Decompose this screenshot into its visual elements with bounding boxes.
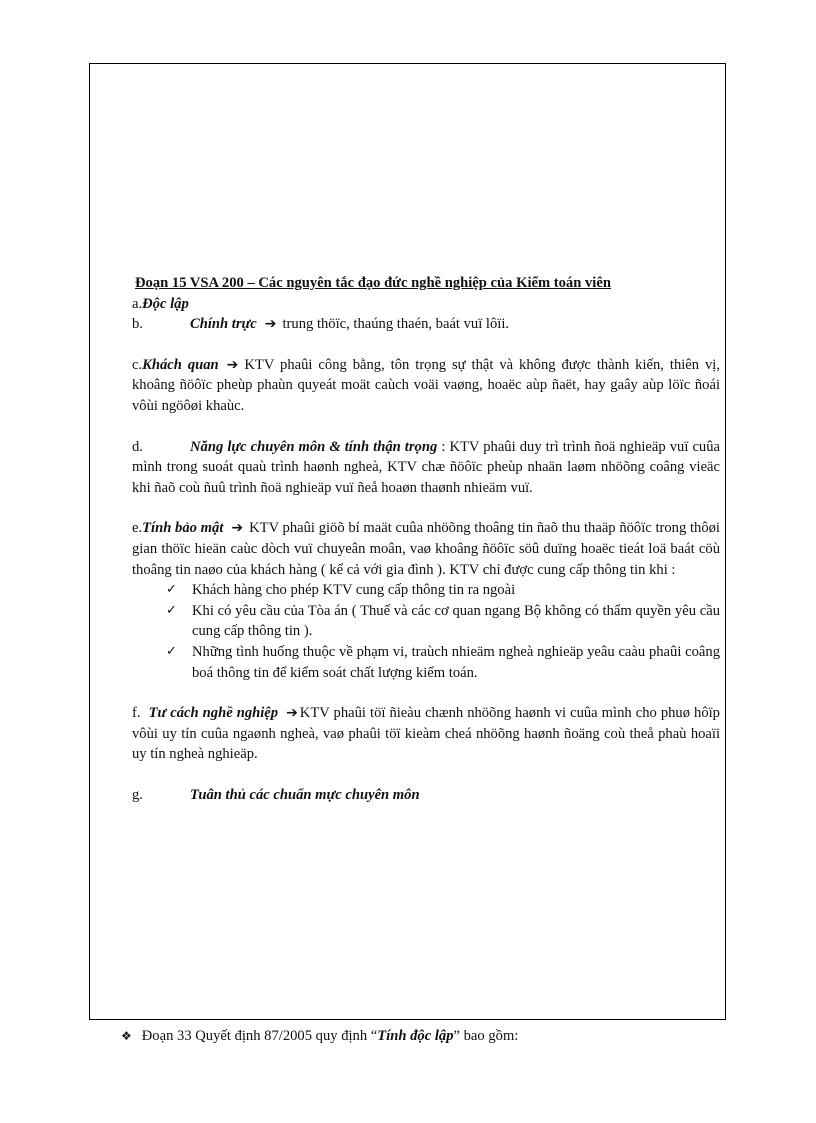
diamond-bullet-icon: ❖ bbox=[121, 1029, 132, 1043]
item-e-title: Tính bảo mật bbox=[142, 520, 224, 537]
list-item bbox=[132, 642, 720, 683]
item-c-marker: c. bbox=[132, 356, 143, 373]
document-body bbox=[132, 273, 720, 805]
item-d-text: : KTV phaûi duy trì trình ñoä nghieäp vuï cuûa mình trong suoát quaù trình haønh ngheà, KTV chæ ñöôïc pheùp nhaän laøm nhöõng coâng vieäc khi ñaõ coù ñuû trình ñoä nghieäp vuï ñeå hoaøn thaønh nhieäm vuï. bbox=[132, 438, 720, 496]
item-b-text: trung thöïc, thaúng thaén, baát vuï lôïi. bbox=[282, 316, 510, 333]
item-a-marker: a. bbox=[132, 295, 143, 312]
item-d-marker: d. bbox=[132, 438, 143, 455]
item-g-marker: g. bbox=[132, 786, 143, 803]
footer-suffix: ” bao gồm: bbox=[453, 1028, 519, 1044]
item-f bbox=[132, 703, 720, 765]
item-f-title: Tư cách nghề nghiệp bbox=[148, 705, 279, 722]
list-item bbox=[132, 580, 720, 601]
item-b-title: Chính trực bbox=[190, 316, 257, 333]
item-e-text: KTV phaûi giöõ bí maät cuûa nhöõng thoâng tin ñaõ thu thaäp ñöôïc trong thôøi gian thöïc hieän caùc dòch vuï chuyeân moân, vaø khoâng ñöôïc söû duïng hoaëc tieát loä baát cöù thoâng tin naøo của khách hàng ( kể cả với gia đình ). KTV chỉ được cung cấp thông tin khi : bbox=[132, 520, 720, 578]
footer-line bbox=[121, 1028, 518, 1045]
item-a-title: Độc lập bbox=[142, 295, 189, 312]
condition-text: Những tình huống thuộc về phạm vi, traùch nhieäm ngheà nghieäp yeâu caàu phaûi coâng boá thông tin để kiểm soát chất lượng kiểm toán. bbox=[192, 643, 720, 681]
condition-text: Khi có yêu cầu của Tòa án ( Thuế và các cơ quan ngang Bộ không có thẩm quyền yêu cầu cung cấp thông tin ). bbox=[192, 602, 720, 640]
section-heading: Đoạn 15 VSA 200 – Các nguyên tắc đạo đức nghề nghiệp của Kiểm toán viên bbox=[135, 275, 611, 291]
list-item bbox=[132, 601, 720, 642]
item-e-marker: e. bbox=[132, 520, 143, 537]
checkmark-icon: ✓ bbox=[166, 582, 177, 598]
item-d bbox=[132, 437, 720, 499]
item-g-title: Tuân thủ các chuẩn mực chuyên môn bbox=[190, 786, 420, 803]
right-arrow-icon: ➔ bbox=[286, 705, 298, 722]
disclosure-conditions bbox=[132, 580, 720, 683]
item-c bbox=[132, 355, 720, 417]
footer-prefix: Đoạn 33 Quyết định 87/2005 quy định “ bbox=[141, 1028, 378, 1044]
item-f-marker: f. bbox=[132, 705, 141, 722]
item-b bbox=[132, 314, 720, 335]
right-arrow-icon: ➔ bbox=[231, 520, 244, 537]
footer-emphasis: Tính độc lập bbox=[377, 1028, 454, 1044]
item-g bbox=[132, 785, 720, 806]
condition-text: Khách hàng cho phép KTV cung cấp thông tin ra ngoài bbox=[192, 582, 516, 599]
item-c-title: Khách quan bbox=[142, 356, 219, 373]
item-f-text: KTV phaûi töï ñieàu chænh nhöõng haønh vi cuûa mình cho phuø hôïp vôùi uy tín cuûa ngaønh ngheà, vaø phaûi töï kieàm cheá nhöõng haønh ñoäng coù theå phaù hoaïi uy tín ngheà nghieäp. bbox=[132, 705, 720, 763]
item-d-title: Năng lực chuyên môn & tính thận trọng bbox=[190, 438, 438, 455]
checkmark-icon: ✓ bbox=[166, 602, 177, 618]
checkmark-icon: ✓ bbox=[166, 643, 177, 659]
right-arrow-icon: ➔ bbox=[226, 356, 239, 373]
right-arrow-icon: ➔ bbox=[264, 316, 277, 333]
item-c-text: KTV phaûi công bằng, tôn trọng sự thật và không được thành kiến, thiên vị, khoâng ñöôïc pheùp phaùn quyeát moät caùch voäi vaøng, hoaëc aùp ñaët, hay gaây aùp löïc ñoái vôùi ngöôøi khaùc. bbox=[132, 356, 721, 414]
item-a bbox=[132, 294, 720, 315]
item-e bbox=[132, 518, 720, 580]
item-b-marker: b. bbox=[132, 316, 143, 333]
